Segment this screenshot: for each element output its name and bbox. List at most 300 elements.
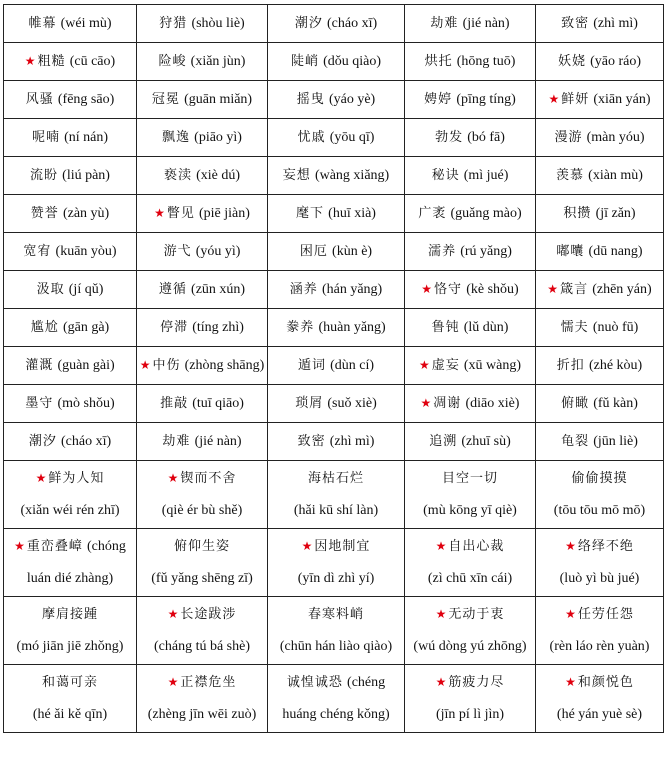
vocab-cell	[137, 43, 268, 81]
vocab-pinyin: (zhēn yán)	[592, 282, 652, 297]
vocab-line	[556, 244, 642, 259]
vocab-line	[538, 530, 661, 563]
vocab-line	[139, 495, 265, 527]
vocab-word: 任劳任怨	[577, 607, 634, 622]
vocab-line	[25, 358, 114, 373]
vocab-word: 宽宥	[23, 243, 52, 259]
vocab-word: 和颜悦色	[577, 675, 634, 690]
vocab-line	[290, 282, 382, 297]
vocab-pinyin: (dǒu qiào)	[323, 53, 382, 69]
vocab-word: 飘逸	[162, 129, 191, 145]
star-icon: ★	[154, 206, 165, 220]
vocab-line	[421, 282, 518, 297]
vocab-line	[419, 358, 521, 373]
vocab-pinyin: (wú dòng yú zhōng)	[413, 639, 527, 654]
vocab-word: 积攒	[563, 205, 592, 221]
vocab-line	[435, 130, 505, 145]
vocab-line	[286, 320, 385, 335]
vocab-word: 呢喃	[31, 129, 60, 145]
vocab-word: 粗糙	[37, 54, 66, 69]
vocab-line	[6, 699, 134, 731]
vocab-line	[159, 16, 244, 31]
vocab-cell	[536, 195, 664, 233]
vocab-cell	[536, 347, 664, 385]
vocab-line	[160, 320, 244, 335]
vocab-word: 虚妄	[431, 358, 460, 373]
vocab-word: 自出心裁	[448, 539, 505, 554]
star-icon: ★	[547, 282, 559, 296]
vocab-line	[6, 631, 134, 663]
vocab-line	[538, 598, 661, 631]
vocab-word: 致密	[561, 15, 590, 31]
table-row	[4, 271, 664, 309]
vocab-pinyin: (fǔ kàn)	[593, 395, 638, 411]
vocab-line	[139, 462, 265, 495]
vocab-cell	[4, 385, 137, 423]
vocab-word: 墨守	[25, 395, 54, 411]
vocab-line	[428, 244, 512, 259]
star-icon: ★	[435, 539, 447, 553]
vocab-cell	[268, 233, 405, 271]
vocab-cell	[405, 309, 536, 347]
star-icon: ★	[14, 539, 25, 553]
vocab-word: 懦夫	[560, 319, 589, 335]
vocab-word: 凋谢	[433, 396, 462, 411]
vocab-word: 游弋	[163, 243, 192, 259]
vocab-cell	[137, 665, 268, 733]
table-row	[4, 385, 664, 423]
vocab-pinyin-continued: huáng chéng kǒng)	[282, 706, 390, 722]
vocab-cell	[137, 157, 268, 195]
vocab-line	[159, 54, 246, 69]
vocab-pinyin: (mù kōng yī qiè)	[423, 502, 517, 518]
vocab-pinyin: (kùn è)	[332, 243, 373, 259]
vocab-line	[139, 631, 265, 663]
table-row	[4, 347, 664, 385]
vocab-pinyin: (jié nàn)	[194, 433, 242, 449]
vocab-pinyin: (luò yì bù jué)	[559, 571, 640, 586]
star-icon: ★	[301, 539, 313, 553]
vocab-line	[556, 168, 643, 183]
vocab-cell	[137, 119, 268, 157]
vocab-line	[160, 396, 244, 411]
vocab-word: 摇曳	[296, 91, 325, 107]
table-row	[4, 195, 664, 233]
star-icon: ★	[435, 607, 447, 621]
vocab-pinyin: (zhòng shāng)	[184, 358, 265, 373]
vocab-word: 俯仰生姿	[173, 538, 230, 554]
vocab-cell	[4, 157, 137, 195]
vocab-cell	[536, 5, 664, 43]
vocab-pinyin: (hé yán yuè sè)	[556, 707, 643, 722]
vocab-line	[558, 54, 641, 69]
vocab-cell	[405, 43, 536, 81]
vocab-cell	[536, 271, 664, 309]
star-icon: ★	[139, 358, 151, 372]
vocab-word: 鲜妍	[561, 92, 590, 107]
vocab-line	[563, 206, 635, 221]
table-row	[4, 233, 664, 271]
vocab-line	[32, 130, 108, 145]
vocab-cell	[4, 423, 137, 461]
vocab-pinyin: (chéng	[347, 674, 386, 690]
vocab-word: 麾下	[296, 205, 325, 221]
vocab-cell	[268, 119, 405, 157]
vocab-pinyin: (rú yǎng)	[460, 243, 512, 259]
vocab-pinyin: (zhèng jīn wēi zuò)	[147, 707, 257, 722]
vocab-word: 陡峭	[290, 53, 319, 69]
vocab-cell	[137, 81, 268, 119]
vocab-cell	[137, 385, 268, 423]
star-icon: ★	[565, 607, 576, 621]
vocab-cell	[268, 347, 405, 385]
vocab-line	[561, 396, 638, 411]
vocab-line	[424, 92, 516, 107]
vocab-word: 嘟囔	[556, 243, 585, 259]
vocab-line	[139, 699, 265, 731]
vocab-cell	[137, 5, 268, 43]
vocab-line	[538, 699, 661, 731]
vocab-word: 忧戚	[297, 129, 326, 145]
vocab-cell	[268, 385, 405, 423]
star-icon: ★	[420, 396, 432, 410]
table-row	[4, 119, 664, 157]
vocab-word: 汲取	[36, 281, 65, 297]
vocab-word: 豢养	[286, 319, 315, 335]
vocab-cell	[268, 597, 405, 665]
vocab-line	[6, 599, 134, 631]
vocab-pinyin: (yóu yì)	[195, 243, 241, 259]
vocab-pinyin-continued: luán dié zhàng)	[26, 571, 114, 586]
vocab-pinyin: (xiǎn wéi rén zhī)	[20, 503, 120, 518]
vocab-line	[270, 563, 402, 595]
vocab-pinyin: (bó fā)	[467, 129, 505, 145]
vocab-line	[270, 495, 402, 527]
vocab-line	[430, 16, 509, 31]
vocab-line	[270, 667, 402, 699]
vocab-cell	[4, 529, 137, 597]
vocab-line	[407, 563, 533, 595]
vocab-pinyin: (màn yóu)	[586, 129, 645, 145]
star-icon: ★	[565, 675, 576, 689]
vocab-cell	[268, 81, 405, 119]
vocab-line	[407, 666, 533, 699]
vocab-pinyin: (mì jué)	[463, 167, 509, 183]
vocab-pinyin: (piē jiàn)	[199, 206, 250, 221]
vocab-pinyin: (zàn yù)	[62, 205, 110, 221]
vocab-pinyin: (hōng tuō)	[456, 53, 516, 69]
vocab-pinyin: (ní nán)	[64, 129, 109, 145]
vocab-line	[164, 168, 240, 183]
vocab-line	[270, 599, 402, 631]
vocab-pinyin: (piāo yì)	[194, 129, 242, 145]
vocab-line	[23, 244, 116, 259]
vocab-line	[554, 130, 644, 145]
vocab-word: 正襟危坐	[180, 675, 237, 690]
vocab-line	[407, 631, 533, 663]
vocab-word: 停滞	[160, 319, 189, 335]
vocab-cell	[405, 81, 536, 119]
vocab-pinyin: (xiǎn jùn)	[190, 53, 246, 69]
vocab-pinyin: (qiè ér bù shě)	[161, 503, 243, 518]
vocab-word: 广袤	[418, 205, 447, 221]
vocab-pinyin: (xū wàng)	[463, 358, 522, 373]
vocab-word: 秘诀	[431, 167, 460, 183]
vocab-word: 箴言	[560, 282, 589, 297]
vocab-pinyin: (hán yǎng)	[321, 281, 383, 297]
table-row	[4, 597, 664, 665]
vocab-cell	[405, 385, 536, 423]
vocab-pinyin: (dùn cí)	[330, 357, 375, 373]
vocab-line	[159, 282, 245, 297]
vocabulary-table-body	[4, 5, 664, 733]
vocab-cell	[4, 309, 137, 347]
vocab-cell	[268, 529, 405, 597]
vocab-line	[31, 206, 109, 221]
vocab-line	[538, 495, 661, 527]
vocab-cell	[405, 461, 536, 529]
vocab-word: 追溯	[429, 433, 458, 449]
vocab-line	[298, 130, 375, 145]
table-row	[4, 423, 664, 461]
vocab-word: 潮汐	[294, 15, 323, 31]
vocab-word: 遁词	[297, 357, 326, 373]
vocab-cell	[268, 195, 405, 233]
vocab-line	[31, 320, 109, 335]
vocab-line	[30, 168, 110, 183]
vocab-cell	[536, 233, 664, 271]
vocab-line	[139, 598, 265, 631]
vocab-word: 潮汐	[28, 433, 57, 449]
vocab-line	[298, 434, 375, 449]
vocab-word: 龟裂	[561, 433, 590, 449]
star-icon: ★	[167, 675, 179, 689]
vocab-line	[407, 598, 533, 631]
table-row	[4, 157, 664, 195]
vocab-word: 推敲	[160, 395, 189, 411]
vocab-word: 筋疲力尽	[448, 675, 505, 690]
vocabulary-table	[3, 4, 664, 733]
vocab-word: 涵养	[289, 281, 318, 297]
star-icon: ★	[24, 54, 36, 68]
vocab-word: 络绎不绝	[577, 539, 634, 554]
vocab-pinyin: (diāo xiè)	[465, 396, 520, 411]
vocab-cell	[137, 195, 268, 233]
vocab-line	[538, 666, 661, 699]
vocab-cell	[4, 81, 137, 119]
vocab-word: 困厄	[299, 243, 328, 259]
vocab-word: 长途跋涉	[180, 607, 237, 622]
vocab-line	[140, 358, 265, 373]
vocab-line	[561, 434, 638, 449]
vocab-word: 险峻	[158, 53, 187, 69]
vocab-word: 海枯石烂	[307, 470, 364, 486]
vocab-pinyin: (zhuī sù)	[461, 433, 511, 449]
vocab-cell	[405, 665, 536, 733]
vocab-cell	[4, 195, 137, 233]
vocab-line	[421, 396, 520, 411]
vocab-line	[270, 631, 402, 663]
vocab-line	[300, 244, 372, 259]
vocab-cell	[4, 233, 137, 271]
vocab-cell	[268, 271, 405, 309]
vocab-word: 烘托	[424, 53, 453, 69]
vocab-pinyin: (hǎi kū shí làn)	[293, 502, 379, 518]
vocab-pinyin: (huī xià)	[328, 205, 376, 221]
vocab-line	[6, 462, 134, 495]
vocab-line	[139, 531, 265, 563]
vocab-cell	[137, 233, 268, 271]
vocab-pinyin: (hé ǎi kě qīn)	[32, 706, 108, 722]
vocab-pinyin: (chūn hán liào qiào)	[279, 638, 393, 654]
vocab-word: 偷偷摸摸	[571, 470, 628, 486]
vocab-pinyin: (dū nang)	[588, 243, 643, 259]
vocab-word: 恪守	[434, 282, 463, 297]
vocab-line	[407, 495, 533, 527]
vocab-pinyin: (pīng tíng)	[456, 91, 516, 107]
vocab-pinyin: (liú pàn)	[62, 167, 110, 183]
vocab-pinyin: (fēng sāo)	[57, 91, 115, 107]
vocab-cell	[536, 423, 664, 461]
vocab-pinyin: (shòu liè)	[191, 15, 245, 31]
vocab-line	[429, 434, 511, 449]
vocab-line	[29, 434, 111, 449]
vocab-cell	[405, 233, 536, 271]
vocab-pinyin: (tōu tōu mō mō)	[553, 502, 646, 518]
vocab-cell	[4, 461, 137, 529]
vocab-pinyin: (nuò fū)	[592, 319, 639, 335]
vocab-pinyin: (zì chū xīn cái)	[427, 571, 513, 586]
vocab-cell	[268, 665, 405, 733]
vocab-pinyin: (jié nàn)	[462, 15, 510, 31]
vocab-pinyin: (mó jiān jiē zhǒng)	[16, 638, 124, 654]
vocab-pinyin: (xiān yán)	[593, 92, 651, 107]
vocab-cell	[137, 271, 268, 309]
vocab-pinyin: (zhé kòu)	[588, 357, 643, 373]
vocab-cell	[405, 347, 536, 385]
vocab-cell	[137, 597, 268, 665]
vocab-pinyin: (tíng zhì)	[192, 319, 244, 335]
vocab-pinyin: (yōu qī)	[329, 129, 375, 145]
vocab-word: 妄想	[282, 167, 311, 183]
vocab-line	[162, 130, 242, 145]
star-icon: ★	[435, 675, 447, 689]
vocab-line	[6, 667, 134, 699]
vocab-line	[6, 563, 134, 595]
vocab-cell	[536, 529, 664, 597]
vocab-word: 流盼	[30, 167, 59, 183]
vocab-cell	[137, 309, 268, 347]
vocab-pinyin: (guān miǎn)	[184, 91, 253, 107]
vocab-line	[432, 168, 509, 183]
vocab-cell	[4, 271, 137, 309]
vocab-line	[139, 563, 265, 595]
vocab-word: 帷幕	[28, 15, 57, 31]
vocab-word: 劫难	[430, 15, 459, 31]
vocab-pinyin: (cháo xī)	[61, 433, 112, 449]
vocab-cell	[268, 309, 405, 347]
vocab-word: 鲜为人知	[48, 471, 105, 486]
vocab-word: 锲而不舍	[180, 471, 237, 486]
vocab-cell	[405, 271, 536, 309]
vocab-cell	[4, 347, 137, 385]
vocab-line	[538, 563, 661, 595]
vocab-line	[28, 16, 111, 31]
vocab-pinyin: (kuān yòu)	[55, 243, 117, 259]
vocab-cell	[536, 461, 664, 529]
vocab-cell	[4, 5, 137, 43]
vocab-word: 狩猎	[159, 15, 188, 31]
vocab-pinyin: (cháo xī)	[327, 15, 378, 31]
vocab-pinyin: (jūn liè)	[593, 433, 638, 449]
star-icon: ★	[167, 471, 179, 485]
vocab-pinyin: (tuī qiāo)	[192, 395, 244, 411]
vocab-word: 亵渎	[163, 167, 192, 183]
vocab-word: 摩肩接踵	[41, 606, 98, 622]
table-row	[4, 81, 664, 119]
vocab-line	[561, 320, 639, 335]
vocab-word: 春寒料峭	[307, 606, 364, 622]
vocab-line	[25, 396, 114, 411]
vocab-word: 鲁钝	[431, 319, 460, 335]
vocab-line	[270, 699, 402, 731]
vocab-cell	[405, 195, 536, 233]
star-icon: ★	[418, 358, 430, 372]
vocab-pinyin: (fǔ yǎng shēng zī)	[151, 570, 253, 586]
vocab-cell	[536, 665, 664, 733]
vocab-word: 瞥见	[166, 206, 195, 221]
vocab-word: 妖娆	[557, 53, 586, 69]
vocab-line	[154, 206, 250, 221]
vocab-pinyin: (wàng xiǎng)	[314, 167, 390, 183]
vocab-cell	[536, 597, 664, 665]
vocab-word: 致密	[297, 433, 326, 449]
vocab-word: 尴尬	[30, 319, 59, 335]
vocab-line	[561, 16, 638, 31]
vocab-cell	[137, 347, 268, 385]
vocab-cell	[268, 157, 405, 195]
vocab-pinyin: (suǒ xiè)	[327, 395, 377, 411]
vocab-line	[407, 463, 533, 495]
vocab-word: 无动于衷	[448, 607, 505, 622]
vocab-pinyin: (gān gà)	[62, 319, 110, 335]
vocab-line	[297, 92, 375, 107]
vocab-pinyin: (jīn pí lì jìn)	[435, 707, 505, 722]
vocab-word: 诚惶诚恐	[286, 674, 343, 690]
vocab-cell	[536, 309, 664, 347]
vocab-pinyin: (jí qǔ)	[68, 281, 104, 297]
vocab-cell	[536, 43, 664, 81]
vocab-cell	[137, 461, 268, 529]
vocab-line	[26, 92, 115, 107]
vocab-pinyin: (jī zǎn)	[595, 205, 636, 221]
vocab-word: 折扣	[556, 357, 585, 373]
vocab-cell	[268, 461, 405, 529]
vocab-cell	[4, 43, 137, 81]
vocab-pinyin: (yīn dì zhì yí)	[297, 571, 375, 586]
vocab-line	[152, 92, 252, 107]
vocab-line	[270, 463, 402, 495]
vocab-word: 冠冕	[151, 91, 180, 107]
vocab-cell	[536, 157, 664, 195]
vocab-line	[407, 530, 533, 563]
vocabulary-sheet	[3, 4, 663, 770]
vocab-pinyin: (kè shǒu)	[466, 282, 519, 297]
table-row	[4, 461, 664, 529]
vocab-cell	[405, 597, 536, 665]
vocab-pinyin: (zhì mì)	[593, 15, 638, 31]
vocab-cell	[536, 385, 664, 423]
